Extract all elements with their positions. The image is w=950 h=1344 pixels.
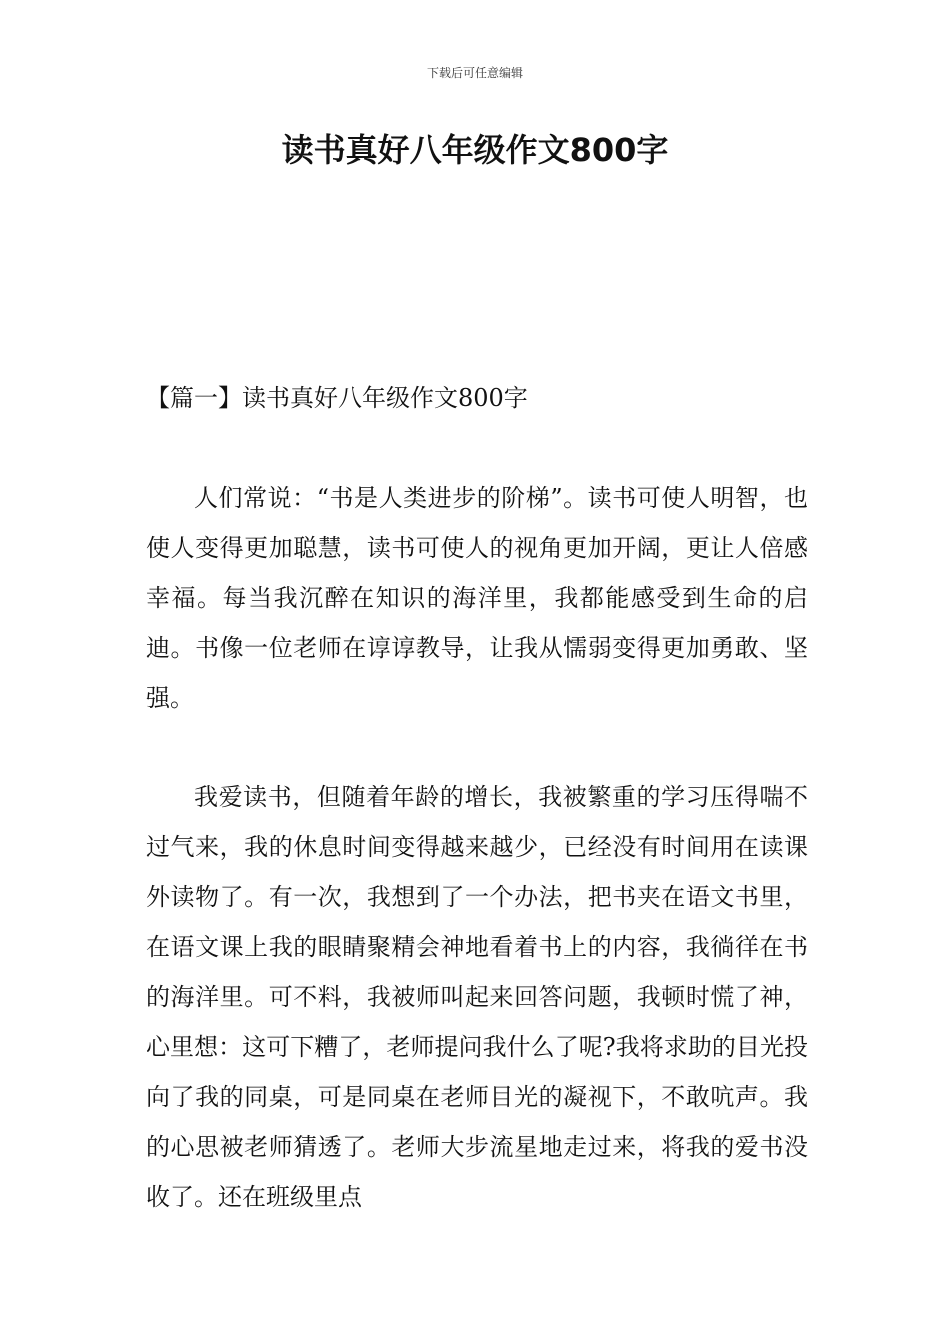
paragraph-1: 人们常说：“书是人类进步的阶梯”。读书可使人明智，也使人变得更加聪慧，读书可使人的视角更加开阔，更让人倍感幸福。每当我沉醉在知识的海洋里，我都能感受到生命的启迪。书像一位老师在谆谆教导，让我从懦弱变得更加勇敢、坚强。 — [146, 484, 808, 712]
document-title: 读书真好八年级作文800字 — [281, 131, 669, 169]
section-heading: 【篇一】读书真好八年级作文800字 — [146, 384, 528, 412]
paragraph-2: 我爱读书，但随着年龄的增长，我被繁重的学习压得喘不过气来，我的休息时间变得越来越少，已经没有时间用在读课外读物了。有一次，我想到了一个办法，把书夹在语文书里，在语文课上我的眼睛聚精会神地看着书上的内容，我徜徉在书的海洋里。可不料，我被师叫起来回答问题，我顿时慌了神，心里想：这可下糟了，老师提问我什么了呢?我将求助的目光投向了我的同桌，可是同桌在老师目光的凝视下，不敢吭声。我的心思被老师猜透了。老师大步流星地走过来，将我的爱书没收了。还在班级里点 — [146, 783, 808, 1211]
header-note: 下载后可任意编辑 — [426, 66, 523, 80]
